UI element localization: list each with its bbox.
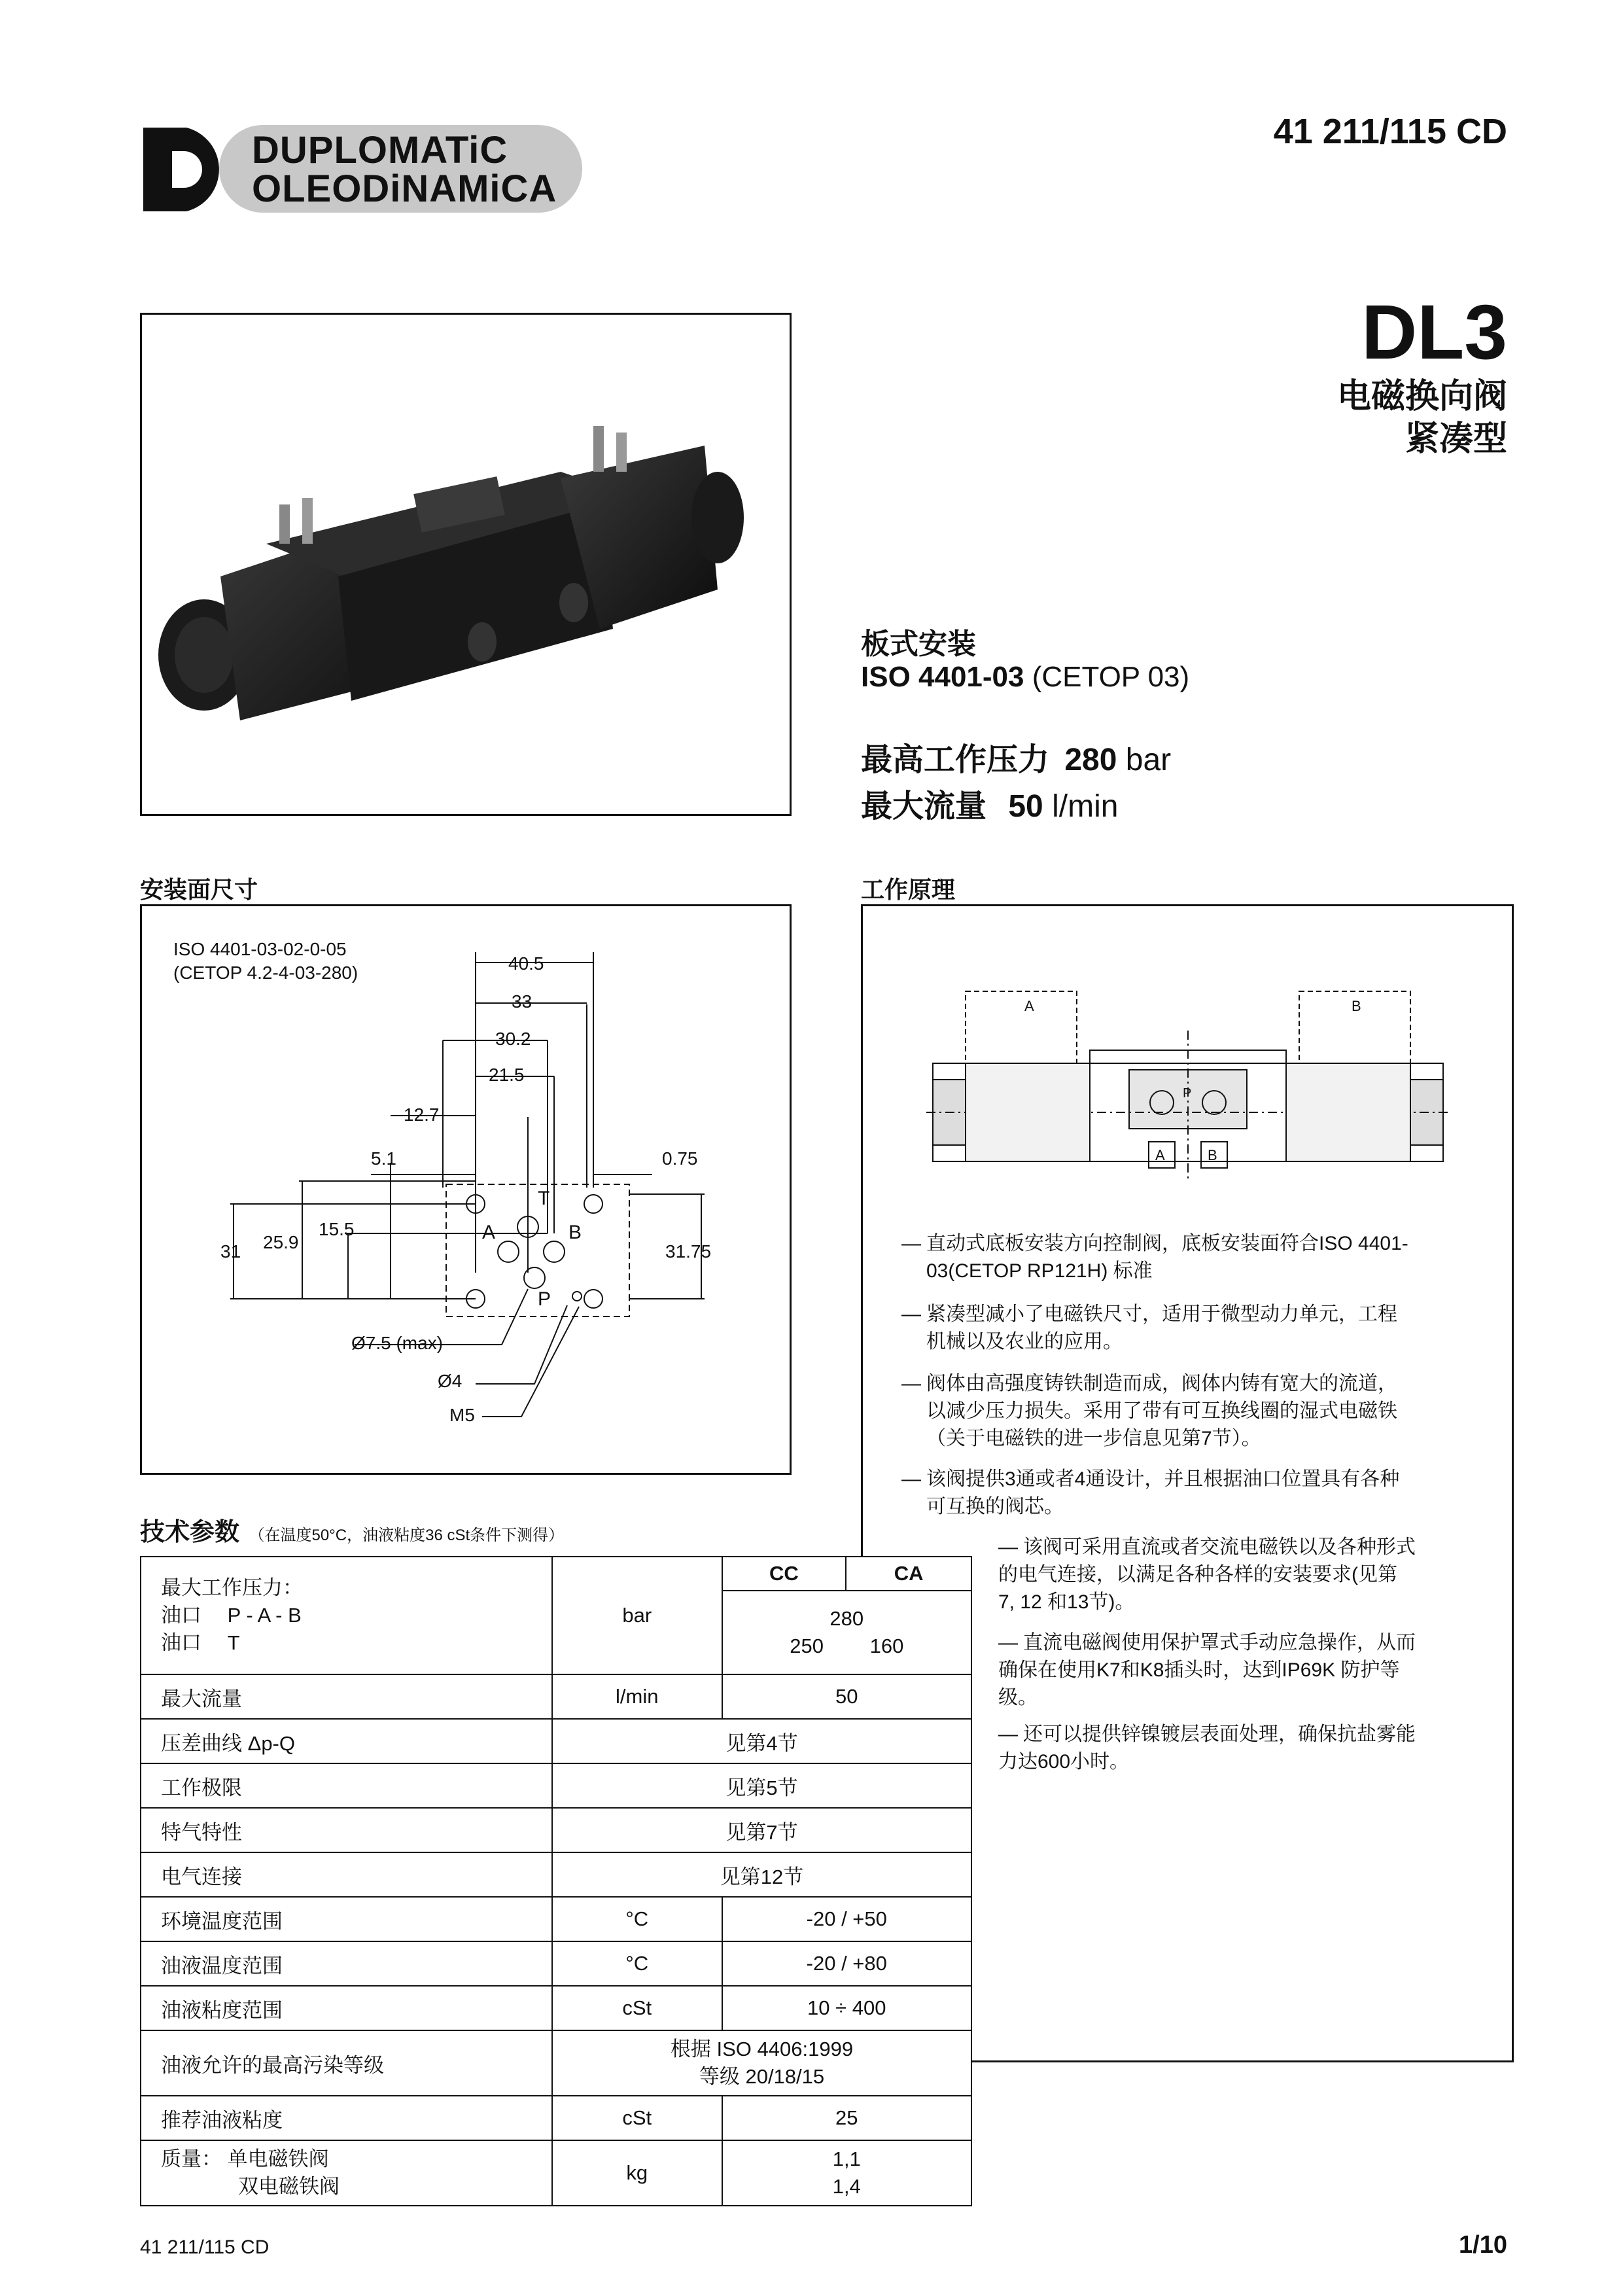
principle-bullet-4: — 该阀提供3通或者4通设计，并且根据油口位置具有各种 可互换的阀芯。 bbox=[901, 1466, 1490, 1521]
standard-rest: (CETOP 03) bbox=[1024, 661, 1190, 693]
mounting-surface-frame bbox=[140, 904, 792, 1475]
ambient-temp-value-cell: -20 / +50 bbox=[722, 1897, 971, 1941]
bullet-4-line1: 该阀提供3通或者4通设计，并且根据油口位置具有各种 bbox=[926, 1468, 1400, 1490]
pressure-value: 280 bbox=[1064, 743, 1117, 777]
flow-unit: l/min bbox=[1043, 789, 1119, 824]
section-label-b-top: B bbox=[1352, 998, 1361, 1014]
dim-phi-7-5: Ø7.5 (max) bbox=[351, 1333, 444, 1353]
section-label-p: P bbox=[1183, 1086, 1192, 1101]
tech-note: （在温度50°C，油液粘度36 cSt条件下测得） bbox=[249, 1527, 565, 1544]
dim-30-2: 30.2 bbox=[495, 1029, 531, 1049]
page-number: 1/10 bbox=[1459, 2231, 1507, 2259]
model-name: DL3 bbox=[1361, 289, 1507, 376]
port-t: T bbox=[538, 1188, 550, 1209]
pressure-row-t: 油口 T bbox=[161, 1631, 240, 1654]
dim-m5: M5 bbox=[449, 1405, 475, 1425]
bullet-1-line2: 03(CETOP RP121H) 标准 bbox=[926, 1260, 1153, 1282]
valve-photo bbox=[142, 315, 790, 814]
mass-v1: 1,1 bbox=[832, 2147, 861, 2170]
section-label-a: A bbox=[1155, 1147, 1165, 1163]
logo-line2: OLEODiNAMiCA bbox=[252, 168, 557, 210]
dim-31: 31 bbox=[220, 1241, 241, 1262]
doc-code: 41 211/115 CD bbox=[1273, 112, 1507, 151]
fluid-temp-unit-cell: °C bbox=[552, 1941, 722, 1986]
logo-line1: DUPLOMATiC bbox=[252, 129, 508, 171]
principle-bullet-5: — 该阀可采用直流或者交流电磁铁以及各种形式 的电气连接，以满足各种各样的安装要求(见第 7, 12 和13节)。 bbox=[998, 1534, 1495, 1616]
bullet-4-line2: 可互换的阀芯。 bbox=[926, 1496, 1064, 1517]
dim-31-75: 31.75 bbox=[665, 1241, 712, 1262]
pressure-label: 最高工作压力 bbox=[861, 743, 1050, 777]
flow-value: 50 bbox=[1008, 789, 1043, 824]
bullet-5-line2: 的电气连接，以满足各种各样的安装要求(见第 bbox=[998, 1564, 1397, 1585]
principle-title: 工作原理 bbox=[861, 876, 956, 903]
ambient-temp-label-cell: 环境温度范围 bbox=[141, 1897, 552, 1941]
fluid-temp-value-cell: -20 / +80 bbox=[722, 1941, 971, 1986]
bullet-7-line2: 力达600小时。 bbox=[998, 1751, 1130, 1773]
max-flow bbox=[861, 781, 1118, 826]
contamination-v1: 根据 ISO 4406:1999 bbox=[670, 2038, 854, 2060]
flow-value-cell: 50 bbox=[722, 1674, 971, 1719]
section-drawing bbox=[926, 965, 1450, 1201]
contamination-value-cell bbox=[552, 2030, 971, 2096]
product-photo-frame bbox=[140, 313, 792, 816]
viscosity-range-unit-cell: cSt bbox=[552, 1986, 722, 2030]
mass-v2: 1,4 bbox=[832, 2175, 861, 2198]
mounting-std-line1: ISO 4401-03-02-0-05 bbox=[173, 939, 347, 959]
viscosity-range-value-cell: 10 ÷ 400 bbox=[722, 1986, 971, 2030]
limits-label-cell: 工作极限 bbox=[141, 1763, 552, 1808]
bullet-6-line2: 确保在使用K7和K8插头时，达到IP69K 防护等 bbox=[998, 1659, 1400, 1681]
product-title-2: 紧凑型 bbox=[1405, 420, 1507, 458]
port-p: P bbox=[538, 1288, 551, 1310]
max-pressure bbox=[861, 734, 1171, 779]
dim-5-1: 5.1 bbox=[371, 1148, 396, 1169]
dim-33: 33 bbox=[512, 991, 532, 1012]
viscosity-range-label-cell: 油液粘度范围 bbox=[141, 1986, 552, 2030]
dim-15-5: 15.5 bbox=[319, 1219, 355, 1239]
principle-bullet-2: — 紧凑型减小了电磁铁尺寸，适用于微型动力单元，工程 机械以及农业的应用。 bbox=[901, 1301, 1490, 1356]
flow-unit-cell: l/min bbox=[552, 1674, 722, 1719]
dim-40-5: 40.5 bbox=[508, 953, 544, 974]
limits-value-cell: 见第5节 bbox=[552, 1763, 971, 1808]
footer-code: 41 211/115 CD bbox=[140, 2236, 270, 2258]
mounting-surface-drawing bbox=[142, 906, 790, 1473]
pressure-v1: 280 bbox=[829, 1607, 864, 1630]
pressure-row-title: 最大工作压力： bbox=[161, 1576, 303, 1599]
ambient-temp-unit-cell: °C bbox=[552, 1897, 722, 1941]
electric-char-value-cell: 见第7节 bbox=[552, 1808, 971, 1852]
pressure-row-pab: 油口 P - A - B bbox=[161, 1604, 302, 1627]
valve-section-drawing bbox=[926, 965, 1450, 1201]
electric-char-label-cell: 特气特性 bbox=[141, 1808, 552, 1852]
bullet-6-line1: 直流电磁阀使用保护罩式手动应急操作，从而 bbox=[1023, 1632, 1416, 1653]
bullet-2-line1: 紧凑型减小了电磁铁尺寸，适用于微型动力单元，工程 bbox=[926, 1303, 1397, 1325]
principle-bullet-1: — 直动式底板安装方向控制阀，底板安装面符合ISO 4401- 03(CETOP RP121H) 标准 bbox=[901, 1230, 1490, 1285]
connection-label-cell: 电气连接 bbox=[141, 1852, 552, 1897]
section-label-b: B bbox=[1208, 1147, 1217, 1163]
tech-title: 技术参数 bbox=[140, 1519, 240, 1546]
mounting-type: 板式安装 bbox=[861, 628, 976, 660]
bullet-3-line2: 以减少压力损失。采用了带有可互换线圈的湿式电磁铁 bbox=[926, 1400, 1397, 1422]
flow-label-cell: 最大流量 bbox=[141, 1674, 552, 1719]
principle-bullet-3: — 阀体由高强度铸铁制造而成，阀体内铸有宽大的流道， 以减少压力损失。采用了带有可互换线圈的湿式电磁铁 （关于电磁铁的进一步信息见第7节）。 bbox=[901, 1370, 1490, 1453]
bullet-6-line3: 级。 bbox=[998, 1687, 1038, 1708]
contamination-v2: 等级 20/18/15 bbox=[699, 2065, 825, 2088]
pressure-unit: bar bbox=[1117, 743, 1172, 777]
pressure-values-cell bbox=[722, 1591, 971, 1674]
mounting-std-line2: (CETOP 4.2-4-03-280) bbox=[173, 963, 358, 983]
mass-single: 质量： 单电磁铁阀 bbox=[161, 2147, 329, 2170]
dim-25-9: 25.9 bbox=[263, 1232, 299, 1252]
dim-0-75: 0.75 bbox=[662, 1148, 698, 1169]
col-cc-header: CC bbox=[722, 1557, 846, 1591]
contamination-label-cell: 油液允许的最高污染等级 bbox=[141, 2030, 552, 2096]
pressure-unit-cell: bar bbox=[552, 1557, 722, 1674]
tech-title-row bbox=[140, 1511, 564, 1547]
mounting-surface-title: 安装面尺寸 bbox=[140, 876, 258, 903]
mounting-standard bbox=[861, 661, 1189, 694]
standard-bold: ISO 4401-03 bbox=[861, 661, 1024, 693]
bullet-3-line1: 阀体由高强度铸铁制造而成，阀体内铸有宽大的流道， bbox=[926, 1373, 1397, 1394]
mass-unit-cell: kg bbox=[552, 2140, 722, 2206]
spec-table bbox=[140, 1556, 972, 2206]
pressure-v2: 250 160 bbox=[790, 1634, 904, 1657]
dim-phi-4: Ø4 bbox=[438, 1371, 462, 1391]
row-pressure-label bbox=[141, 1557, 552, 1674]
mass-label-cell bbox=[141, 2140, 552, 2206]
bullet-2-line2: 机械以及农业的应用。 bbox=[926, 1331, 1123, 1352]
bullet-5-line3: 7, 12 和13节)。 bbox=[998, 1591, 1135, 1613]
port-b: B bbox=[568, 1222, 582, 1243]
principle-bullet-6: — 直流电磁阀使用保护罩式手动应急操作，从而 确保在使用K7和K8插头时，达到IP69K 防护等 级。 bbox=[998, 1629, 1495, 1712]
flow-label: 最大流量 bbox=[861, 789, 987, 824]
product-title-1: 电磁换向阀 bbox=[1336, 378, 1507, 415]
rec-viscosity-unit-cell: cSt bbox=[552, 2096, 722, 2140]
rec-viscosity-value-cell: 25 bbox=[722, 2096, 971, 2140]
mass-value-cell bbox=[722, 2140, 971, 2206]
dp-value-cell: 见第4节 bbox=[552, 1719, 971, 1763]
dim-21-5: 21.5 bbox=[489, 1065, 525, 1085]
bullet-5-line1: 该阀可采用直流或者交流电磁铁以及各种形式 bbox=[1023, 1536, 1416, 1558]
rec-viscosity-label-cell: 推荐油液粘度 bbox=[141, 2096, 552, 2140]
section-label-a-top: A bbox=[1024, 998, 1034, 1014]
bullet-1-line1: 直动式底板安装方向控制阀，底板安装面符合ISO 4401- bbox=[926, 1233, 1408, 1254]
bullet-7-line1: 还可以提供锌镍镀层表面处理，确保抗盐雾能 bbox=[1023, 1723, 1416, 1745]
dim-12-7: 12.7 bbox=[404, 1104, 440, 1125]
port-a: A bbox=[482, 1222, 496, 1243]
bullet-3-line3: （关于电磁铁的进一步信息见第7节）。 bbox=[926, 1428, 1261, 1449]
mass-double: 双电磁铁阀 bbox=[238, 2175, 340, 2198]
fluid-temp-label-cell: 油液温度范围 bbox=[141, 1941, 552, 1986]
dp-label-cell: 压差曲线 Δp-Q bbox=[141, 1719, 552, 1763]
principle-bullet-7: — 还可以提供锌镍镀层表面处理，确保抗盐雾能 力达600小时。 bbox=[998, 1721, 1495, 1776]
connection-value-cell: 见第12节 bbox=[552, 1852, 971, 1897]
col-ca-header: CA bbox=[846, 1557, 971, 1591]
